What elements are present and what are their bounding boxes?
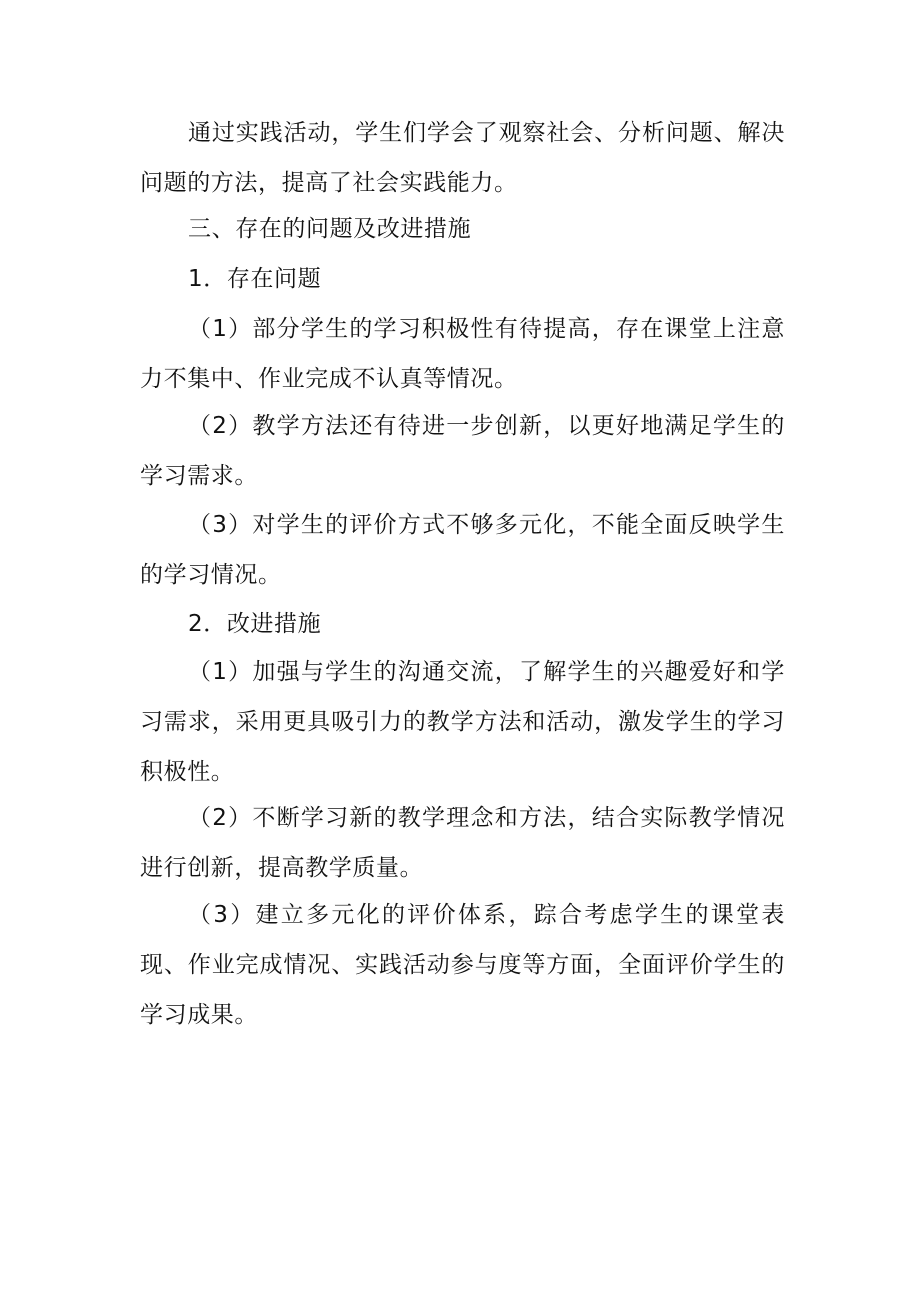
measure-1-paragraph: （1）加强与学生的沟通交流，了解学生的兴趣爱好和学习需求，采用更具吸引力的教学方法和活动，激发学生的学习积极性。 xyxy=(140,659,785,785)
measure-2-paragraph: （2）不断学习新的教学理念和方法，结合实际教学情况进行创新，提高教学质量。 xyxy=(140,805,785,881)
problem-2-paragraph: （2）教学方法还有待进一步创新，以更好地满足学生的学习需求。 xyxy=(140,413,785,489)
section-three-heading: 三、存在的问题及改进措施 xyxy=(188,216,472,242)
problems-heading: 1．存在问题 xyxy=(188,266,322,292)
intro-paragraph: 通过实践活动，学生们学会了观察社会、分析问题、解决问题的方法，提高了社会实践能力。 xyxy=(140,120,785,196)
measures-heading: 2．改进措施 xyxy=(188,611,322,637)
problem-3-paragraph: （3）对学生的评价方式不够多元化，不能全面反映学生的学习情况。 xyxy=(140,512,785,588)
measure-3-paragraph: （3）建立多元化的评价体系，踪合考虑学生的课堂表现、作业完成情况、实践活动参与度等方面，全面评价学生的学习成果。 xyxy=(140,902,785,1028)
problem-1-paragraph: （1）部分学生的学习积极性有待提高，存在课堂上注意力不集中、作业完成不认真等情况。 xyxy=(140,316,785,392)
